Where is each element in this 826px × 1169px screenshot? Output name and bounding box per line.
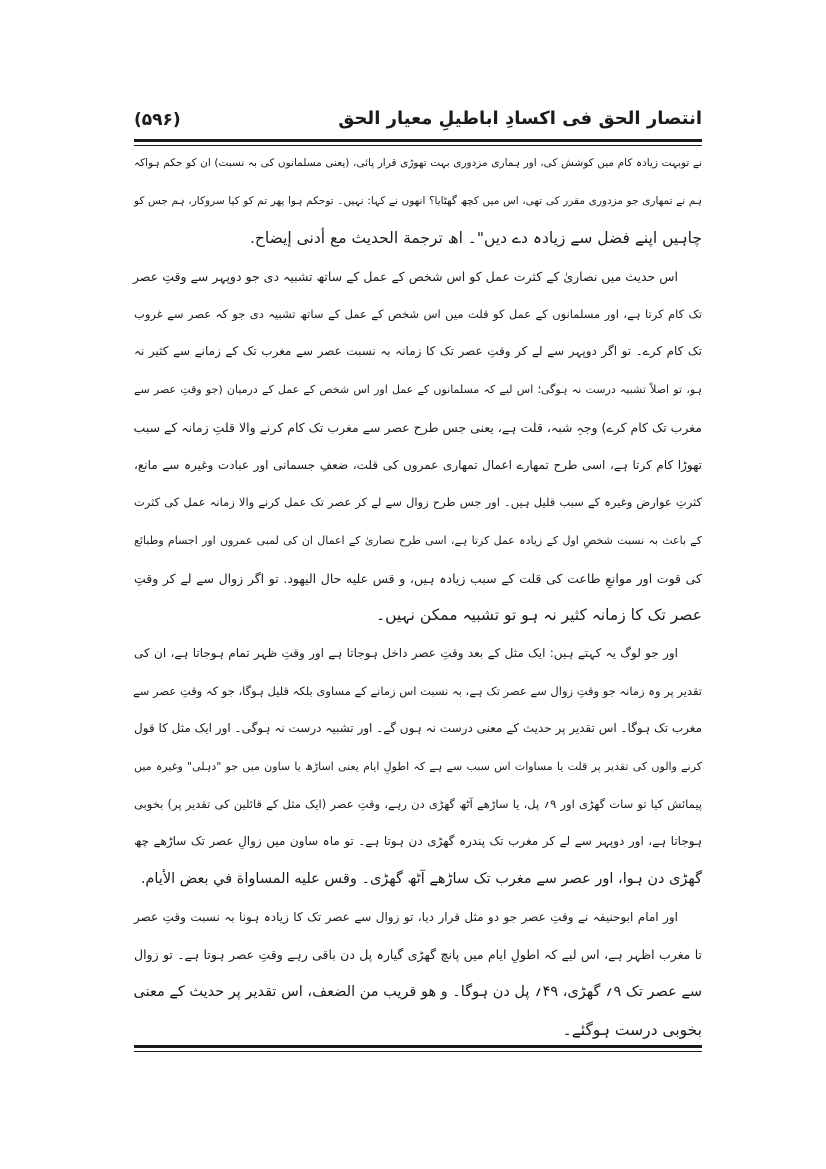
text-line: مغرب تک ہوگا۔ اس تقدیر پر حدیث کے معنی درست نہ ہوں گے۔ اور تشبیہ درست نہ ہوگی۔ اور ایک مثل کا قول xyxy=(133,721,702,736)
text-line: تا مغرب اظہر ہے، اس لیے کہ اطولِ ایام میں پانچ گھڑی گیارہ پل دن باقی رہے وقتِ عصر ہوتا ہے۔ تو زوال xyxy=(134,947,702,963)
text-line: تھوڑا کام کرتا ہے، اسی طرح تمھارے اعمال تمھاری عمروں کی قلت، ضعفِ جسمانی اور عبادت وغیرہ سے مانع، xyxy=(134,457,702,472)
text-line: کی قوت اور موانعِ طاعت کی قلت کے سبب زیادہ ہیں، و قس عليه حال اليهود. تو اگر زوال سے لے کر وقتِ xyxy=(134,570,702,586)
header-rule-thick xyxy=(134,139,702,142)
text-line: تقدیر پر وہ زمانہ جو وقتِ زوال سے عصر تک ہے، بہ نسبت اس زمانے کے مساوی بلکہ قلیل ہوگا، جو کہ وقتِ عصر سے xyxy=(133,683,702,698)
text-line: ہو، تو اصلاً تشبیہ درست نہ ہوگی؛ اس لیے کہ مسلمانوں کے عمل اور اس شخص کے عمل کے درمیان (جو وقتِ عصر سے xyxy=(134,383,702,397)
text-line: گھڑی دن ہوا، اور عصر سے مغرب تک ساڑھے آٹھ گھڑی۔ وقس عليه المساواة في بعض الأيام. xyxy=(140,871,702,888)
text-line: کثرتِ عوارض وغیرہ کے سبب قلیل ہیں۔ اور جس طرح زوال سے لے کر عصر تک عمل کرنے والا زمانہ عمل کی کثرت xyxy=(134,495,702,510)
text-line: تک کام کرتا ہے، اور مسلمانوں کے عمل کو قلت میں اس شخص کے عمل کے ساتھ تشبیہ دی جو کہ عصر سے غروب xyxy=(134,306,702,321)
text-line: عصر تک کا زمانہ کثیر نہ ہو تو تشبیہ ممکن نہیں۔ xyxy=(376,606,702,625)
text-line: اس حدیث میں نصاریٰ کے کثرت عمل کو اس شخص کے عمل کے ساتھ تشبیہ دی جو دوپہر سے وقتِ عصر xyxy=(133,269,678,285)
text-line: کرنے والوں کی تقدیر پر قلت یا مساوات اس سبب سے ہے کہ اطولِ ایام یعنی اساڑھ یا ساون میں جو "دہلی" وغیرہ میں xyxy=(134,760,702,773)
text-line: پیمائش کیا تو سات گھڑی اور ۹؍ پل، یا ساڑھے آٹھ گھڑی دن رہے، وقتِ عصر (ایک مثل کے قائلین کی تقدیر پر) بخوبی xyxy=(134,796,702,811)
footer-rule-thick xyxy=(134,1045,702,1048)
text-line: ہوجاتا ہے، اور دوپہر سے لے کر مغرب تک پندرہ گھڑی دن ہوتا ہے۔ تو ماہ ساون میں زوالِ عصر تک ساڑھے چھ xyxy=(134,834,702,849)
text-line: مغرب تک کام کرے) وجہِ شبہ، قلت ہے، یعنی جس طرح عصر سے مغرب تک کام کرنے والا قلتِ زمانہ کے سبب xyxy=(133,419,702,435)
page-header xyxy=(134,108,702,138)
text-line: اور جو لوگ یہ کہتے ہیں: ایک مثل کے بعد وقتِ عصر داخل ہوجاتا ہے اور وقتِ ظہر تمام ہوجاتا ہے، ان کی xyxy=(134,645,678,660)
book-title: انتصار الحق فی اکسادِ اباطیلِ معیار الحق xyxy=(338,108,702,129)
page-body-text xyxy=(134,145,702,1050)
paragraph xyxy=(134,145,702,258)
text-line: بخوبی درست ہوگئے۔ xyxy=(562,1020,702,1039)
paragraph xyxy=(134,899,702,1050)
paragraph xyxy=(134,258,702,635)
text-line: سے عصر تک ۹؍ گھڑی، ۴۹؍ پل دن ہوگا۔ و هو قريب من الضعف، اس تقدیر پر حدیث کے معنی xyxy=(133,984,702,1001)
footer-rule-thin xyxy=(134,1051,702,1052)
text-line: نے توبہت زیادہ کام میں کوشش کی، اور ہماری مزدوری بہت تھوڑی قرار پائی، (یعنی مسلمانوں کی بہ نسبت) ان کو حکم ہواکہ xyxy=(134,157,702,169)
page-number: (۵۹۶) xyxy=(134,110,181,130)
text-line: ہم نے تمھاری جو مزدوری مقرر کی تھی، اس میں کچھ گھٹایا؟ انھوں نے کہا: نہیں۔ توحکم ہوا پھر تم کو کیا سروکار، ہم جس کو xyxy=(134,194,702,207)
text-line: تک کام کرے۔ تو اگر دوپہر سے لے کر وقتِ عصر تک کا زمانہ بہ نسبت عصر سے مغرب تک کے زمانے سے کثیر نہ xyxy=(134,344,702,359)
text-line: کے باعث بہ نسبت شخصِ اول کے زیادہ عمل کرتا ہے، اسی طرح نصاریٰ کے اعمال ان کی لمبی عمروں اور اجسام وطبائع xyxy=(134,533,702,547)
text-line: چاہیں اپنے فضل سے زیادہ دے دیں"۔ اھ ترجمة الحديث مع أدنى إيضاح. xyxy=(249,229,702,248)
text-line: اور امام ابوحنیفہ نے وقتِ عصر جو دو مثل قرار دیا، تو زوال سے عصر تک کا زیادہ ہونا بہ نسبت وقتِ عصر xyxy=(134,909,678,924)
paragraph xyxy=(134,635,702,899)
